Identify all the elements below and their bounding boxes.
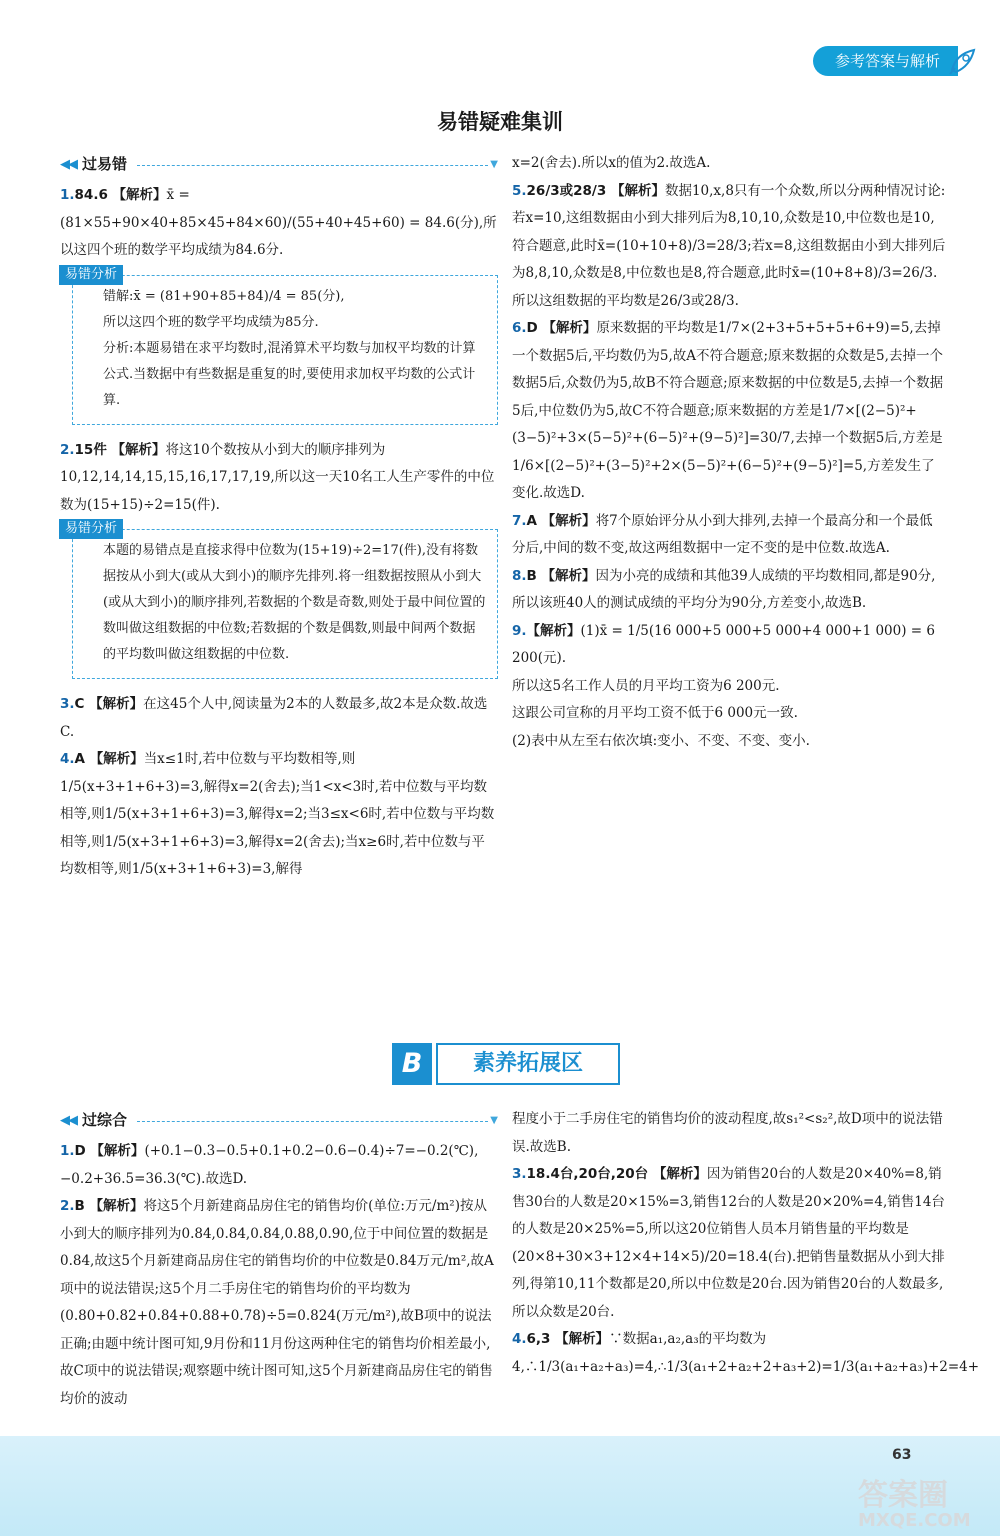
answer-item: 7.A 【解析】将7个原始评分从小到大排列,去掉一个最高分和一个最低分后,中间的数不变,故这两组数据中一定不变的是中位数.故选A.	[512, 512, 933, 556]
continued-text: 程度小于二手房住宅的销售均价的波动程度,故s₁²<s₂²,故D项中的说法错误.故选B.	[512, 1111, 943, 1155]
section-title: 过综合	[82, 1111, 128, 1130]
arrow-down-icon: ▼	[490, 1115, 498, 1127]
box-text: 本题的易错点是直接求得中位数为(15+19)÷2=17(件),没有将数据按从小到大(或从大到小)的顺序先排列.将一组数据按照从小到大(或从大到小)的顺序排列,若数据的个数是奇数,则处于最中间位置的数叫做这组数据的中位数;若数据的个数是偶数,则最中间两个数据的平均数叫做这组数据的中位数.	[103, 543, 486, 662]
footer-band	[0, 1436, 1000, 1536]
header-tag: 参考答案与解析	[813, 46, 958, 76]
answer-line: 所以这5名工作人员的月平均工资为6 200元.	[512, 677, 780, 694]
left-column-top	[60, 150, 498, 884]
box-line: 错解:x̄ = (81+90+85+84)/4 = 85(分),	[103, 288, 345, 304]
error-analysis-box	[65, 521, 498, 679]
error-analysis-tag: 易错分析	[59, 265, 123, 285]
answer-line: (2)表中从左至右依次填:变小、不变、不变、变小.	[512, 732, 810, 749]
answer-item: 1.D 【解析】(+0.1−0.3−0.5+0.1+0.2−0.6−0.4)÷7=−0.2(℃),−0.2+36.5=36.3(℃).故选D.	[60, 1143, 479, 1187]
section-header-error	[60, 150, 498, 180]
badge-title: 素养拓展区	[436, 1043, 620, 1085]
answer-item: 4.6,3 【解析】∵数据a₁,a₂,a₃的平均数为4,∴1/3(a₁+a₂+a₃)=4,∴1/3(a₁+2+a₂+2+a₃+2)=1/3(a₁+a₂+a₃)+2=4+	[512, 1331, 980, 1375]
section-divider	[137, 165, 488, 166]
answer-line: 这跟公司宣称的月平均工资不低于6 000元一致.	[512, 705, 798, 721]
box-line: 分析:本题易错在求平均数时,混淆算术平均数与加权平均数的计算公式.当数据中有些数据是重复的时,要使用求加权平均数的公式计算.	[103, 340, 476, 408]
section-badge	[392, 1043, 618, 1085]
answer-item: 4.A 【解析】当x≤1时,若中位数与平均数相等,则1/5(x+3+1+6+3)=3,解得x=2(舍去);当1<x<3时,若中位数与平均数相等,则1/5(x+3+1+6+3)=3,解得x=2;当3≤x<6时,若中位数与平均数相等,则1/5(x+3+1+6+3)=3,解得x=2(舍去);当x≥6时,若中位数与平均数相等,则1/5(x+3+1+6+3)=3,解得	[60, 751, 495, 877]
answer-item: 9.【解析】(1)x̄ = 1/5(16 000+5 000+5 000+4 000+1 000) = 6 200(元).	[512, 622, 935, 666]
wing-icon: ◀◀	[60, 1113, 76, 1129]
arrow-down-icon: ▼	[490, 159, 498, 171]
error-analysis-tag: 易错分析	[59, 519, 123, 539]
answer-item: 8.B 【解析】因为小亮的成绩和其他39人成绩的平均数相同,都是90分,所以该班40人的测试成绩的平均分为90分,方差变小,故选B.	[512, 567, 936, 611]
watermark: 答案圈 MXQE.COM	[858, 1478, 971, 1531]
right-column-top	[512, 150, 946, 755]
answer-item: 2.B 【解析】将这5个月新建商品房住宅的销售均价(单位:万元/m²)按从小到大的顺序排列为0.84,0.84,0.84,0.88,0.90,位于中间位置的数据是0.84,故这5个月新建商品房住宅的销售均价的中位数是0.84万元/m²,故A项中的说法错误;这5个月二手房住宅的销售均价的平均数为(0.80+0.82+0.84+0.88+0.78)÷5=0.824(万元/m²),故B项中的说法正确;由题中统计图可知,9月份和11月份这两种住宅的销售均价相差最小,故C项中的说法错误;观察题中统计图可知,这5个月新建商品房住宅的销售均价的波动	[60, 1198, 494, 1407]
continued-text: x=2(舍去).所以x的值为2.故选A.	[512, 155, 711, 171]
error-analysis-box	[65, 266, 498, 425]
page-number: 63	[892, 1447, 912, 1463]
badge-letter: B	[392, 1043, 432, 1085]
answer-item: 3.18.4台,20台,20台 【解析】因为销售20台的人数是20×40%=8,销售30台的人数是20×15%=3,销售12台的人数是20×20%=4,销售14台的人数是20×25%=5,所以这20位销售人员本月销售量的平均数是(20×8+30×3+12×4+14×5)/20=18.4(台).把销售量数据从小到大排列,得第10,11个数都是20,所以中位数是20台.因为销售20台的人数最多,所以众数是20台.	[512, 1166, 945, 1320]
section-title: 过易错	[82, 155, 128, 174]
wing-icon: ◀◀	[60, 157, 76, 173]
page-title: 易错疑难集训	[437, 110, 563, 134]
section-divider	[137, 1121, 488, 1122]
answer-item: 2.15件 【解析】将这10个数按从小到大的顺序排列为10,12,14,14,15,15,16,17,17,19,所以这一天10名工人生产零件的中位数为(15+15)÷2=15(件).	[60, 441, 495, 513]
left-column-bottom	[60, 1106, 498, 1413]
section-header-comprehensive	[60, 1106, 498, 1136]
answer-item: 6.D 【解析】原来数据的平均数是1/7×(2+3+5+5+5+6+9)=5,去掉一个数据5后,平均数仍为5,故A不符合题意;原来数据的众数是5,去掉一个数据5后,众数仍为5,故B不符合题意;原来数据的中位数是5,去掉一个数据5后,中位数仍为5,故C不符合题意;原来数据的方差是1/7×[(2−5)²+(3−5)²+3×(5−5)²+(6−5)²+(9−5)²]=30/7,去掉一个数据5后,方差是1/6×[(2−5)²+(3−5)²+2×(5−5)²+(6−5)²+(9−5)²]=5,方差发生了变化.故选D.	[512, 320, 944, 501]
right-column-bottom	[512, 1106, 980, 1381]
answer-item: 3.C 【解析】在这45个人中,阅读量为2本的人数最多,故2本是众数.故选C.	[60, 696, 488, 740]
answer-item: 5.26/3或28/3 【解析】数据10,x,8只有一个众数,所以分两种情况讨论:若x=10,这组数据由小到大排列后为8,10,10,众数是10,中位数也是10,符合题意,此时x̄=(10+10+8)/3=28/3;若x=8,这组数据由小到大排列后为8,8,10,众数是8,中位数也是8,符合题意,此时x̄=(10+8+8)/3=26/3.所以这组数据的平均数是26/3或28/3.	[512, 182, 946, 309]
answer-item: 1.84.6 【解析】x̄ = (81×55+90×40+85×45+84×60)/(55+40+45+60) = 84.6(分),所以这四个班的数学平均成绩为84.6分.	[60, 187, 497, 258]
box-line: 所以这四个班的数学平均成绩为85分.	[103, 314, 319, 330]
rocket-icon	[946, 46, 980, 76]
